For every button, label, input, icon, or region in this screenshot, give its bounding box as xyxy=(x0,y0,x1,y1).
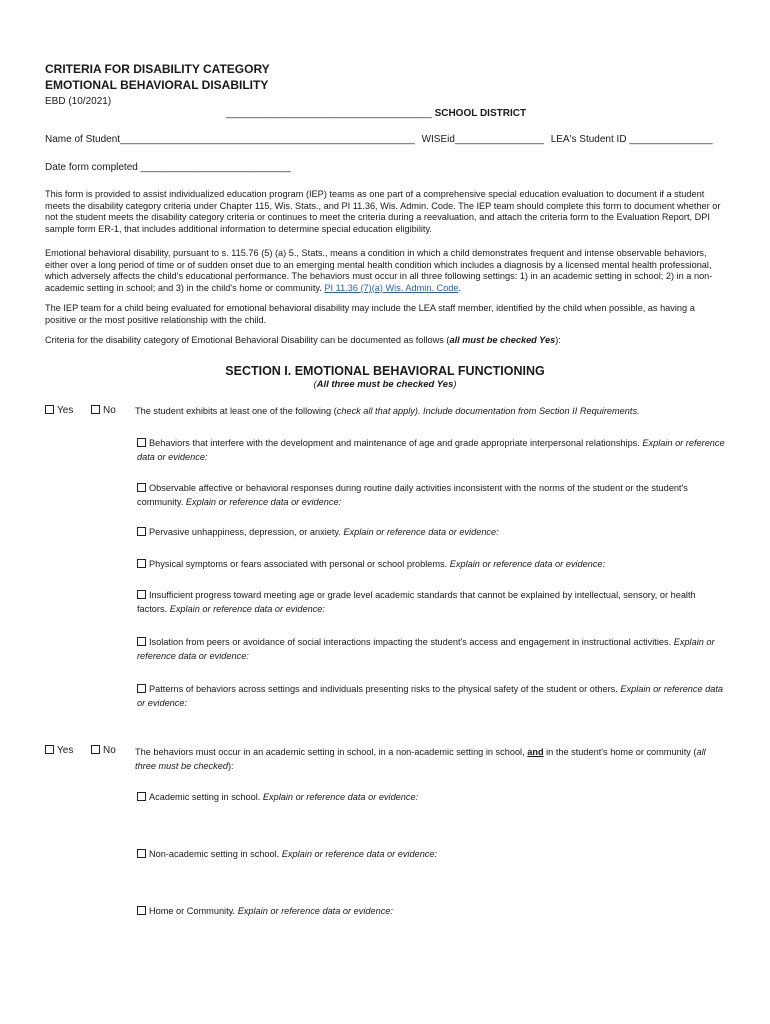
q2-statement: The behaviors must occur in an academic setting in school, in a non-academic setting in school, and in the student's home or community (all three must be checked): xyxy=(135,747,706,771)
school-district-row xyxy=(226,108,526,119)
wiseid-field[interactable]: WISEid________________ xyxy=(421,134,544,145)
q1-item-6: Isolation from peers or avoidance of social interactions impacting the student's access and engagement in instructional activities. Explain or reference data or evidence: xyxy=(137,637,715,661)
q2-yes-label: Yes xyxy=(57,745,74,756)
q2-item-home-community: Home or Community. Explain or reference data or evidence: xyxy=(137,904,727,918)
q2-no-option[interactable] xyxy=(91,745,116,756)
q1-item-5-checkbox[interactable] xyxy=(137,590,146,599)
q2-item-home-community-checkbox[interactable] xyxy=(137,906,146,915)
date-completed-field[interactable]: Date form completed ___________________________ xyxy=(45,162,291,173)
q2-no-label: No xyxy=(103,745,116,756)
section-1-subtitle: (All three must be checked Yes) xyxy=(313,379,457,390)
q1-item-6-checkbox[interactable] xyxy=(137,637,146,646)
intro-paragraph-2: Emotional behavioral disability, pursuant to s. 115.76 (5) (a) 5., Stats., means a condition in which a child demonstrates frequent and intense observable behaviors, either over a long period of time or of sudden onset due to an emerging mental health condition which includes a diagnosis by a licensed mental health professional, which adversely affects the child's educational performance. The behaviors must occur in all three following settings: 1) in an academic setting in school; 2) in a non-academic setting in school; and 3) in the child's home or community. PI 11.36 (7)(a) Wis. Admin. Code. xyxy=(45,248,713,293)
intro-paragraph-4: Criteria for the disability category of Emotional Behavioral Disability can be documented as follows (all must be checked Yes): xyxy=(45,335,561,345)
intro-paragraph-3: The IEP team for a child being evaluated for emotional behavioral disability may include the LEA staff member, identified by the child when possible, as having a positive or the most positive relationship with the child. xyxy=(45,303,695,325)
student-name-field[interactable]: Name of Student_____________________________________________________ xyxy=(45,134,415,145)
form-code: EBD (10/2021) xyxy=(45,96,112,107)
section-1-title: SECTION I. EMOTIONAL BEHAVIORAL FUNCTIONING xyxy=(225,364,545,378)
q1-no-option[interactable] xyxy=(91,405,116,416)
q1-no-checkbox[interactable] xyxy=(91,405,100,414)
q1-item-5: Insufficient progress toward meeting age or grade level academic standards that cannot be explained by intellectual, sensory, or health factors. Explain or reference data or evidence: xyxy=(137,590,696,614)
intro-paragraph-1: This form is provided to assist individualized education program (IEP) teams as one part of a comprehensive special education evaluation to document if a student meets the disability category criteria under Chapter 115, Wis. Stats., and PI 11.36, Wis. Admin. Code. The IEP team should complete this form to document whether or not the student meets the disability category criteria or continues to meet the criteria during a reevaluation, and attach the criteria form to the Evaluation Report, DPI sample form ER-1, that includes additional information to determine special education eligibility. xyxy=(45,189,721,234)
student-info-row xyxy=(45,134,713,145)
q2-item-academic-checkbox[interactable] xyxy=(137,792,146,801)
q1-item-1-checkbox[interactable] xyxy=(137,438,146,447)
q1-yes-label: Yes xyxy=(57,405,74,416)
q1-item-4: Physical symptoms or fears associated with personal or school problems. Explain or reference data or evidence: xyxy=(137,557,727,571)
q1-item-4-checkbox[interactable] xyxy=(137,559,146,568)
form-title-line1: CRITERIA FOR DISABILITY CATEGORY xyxy=(45,62,270,76)
lea-student-id-field[interactable]: LEA's Student ID _______________ xyxy=(550,134,713,145)
form-title-line2: EMOTIONAL BEHAVIORAL DISABILITY xyxy=(45,78,269,92)
school-district-label: SCHOOL DISTRICT xyxy=(434,108,527,119)
q1-statement: The student exhibits at least one of the following (check all that apply). Include documentation from Section II Requirements. xyxy=(135,406,640,416)
q2-yes-checkbox[interactable] xyxy=(45,745,54,754)
q1-item-2-checkbox[interactable] xyxy=(137,483,146,492)
q1-yes-checkbox[interactable] xyxy=(45,405,54,414)
q1-item-2: Observable affective or behavioral responses during routine daily activities inconsistent with the norms of the student or the student's community. Explain or reference data or evidence: xyxy=(137,483,688,507)
intro-paragraph-4-text: Criteria for the disability category of Emotional Behavioral Disability can be documented as follows xyxy=(45,335,444,345)
q2-item-non-academic-checkbox[interactable] xyxy=(137,849,146,858)
q2-item-non-academic: Non-academic setting in school. Explain or reference data or evidence: xyxy=(137,847,727,861)
q1-item-3: Pervasive unhappiness, depression, or anxiety. Explain or reference data or evidence: xyxy=(137,525,727,539)
q1-yes-option[interactable] xyxy=(45,405,73,416)
q1-item-7-checkbox[interactable] xyxy=(137,684,146,693)
q1-item-7: Patterns of behaviors across settings and individuals presenting risks to the physical safety of the student or others. Explain or reference data or evidence: xyxy=(137,684,724,708)
pi-11-36-link[interactable]: PI 11.36 (7)(a) Wis. Admin. Code xyxy=(324,282,459,293)
q2-yes-option[interactable] xyxy=(45,745,73,756)
q2-no-checkbox[interactable] xyxy=(91,745,100,754)
q2-item-academic: Academic setting in school. Explain or reference data or evidence: xyxy=(137,790,727,804)
q1-item-3-checkbox[interactable] xyxy=(137,527,146,536)
intro-paragraph-2-text: Emotional behavioral disability, pursuant to s. 115.76 (5) (a) 5., Stats., means a condition in which a child demonstrates frequent and intense observable behaviors, either over a long period of time or of sudden onset due to an emerging mental health condition which includes a diagnosis by a licensed mental health professional, which adversely affects the child's educational performance. The behaviors must occur in all three following settings: 1) in an academic setting in school; 2) in a non-academic setting in school; and 3) in the child's home or community. xyxy=(45,248,713,293)
intro-paragraph-4-note: all must be checked Yes xyxy=(449,335,556,345)
q1-item-1: Behaviors that interfere with the development and maintenance of age and grade appropriate interpersonal relationships. Explain or reference data or evidence: xyxy=(137,438,725,462)
q1-no-label: No xyxy=(103,405,116,416)
school-district-blank[interactable]: _____________________________________ xyxy=(226,108,432,119)
